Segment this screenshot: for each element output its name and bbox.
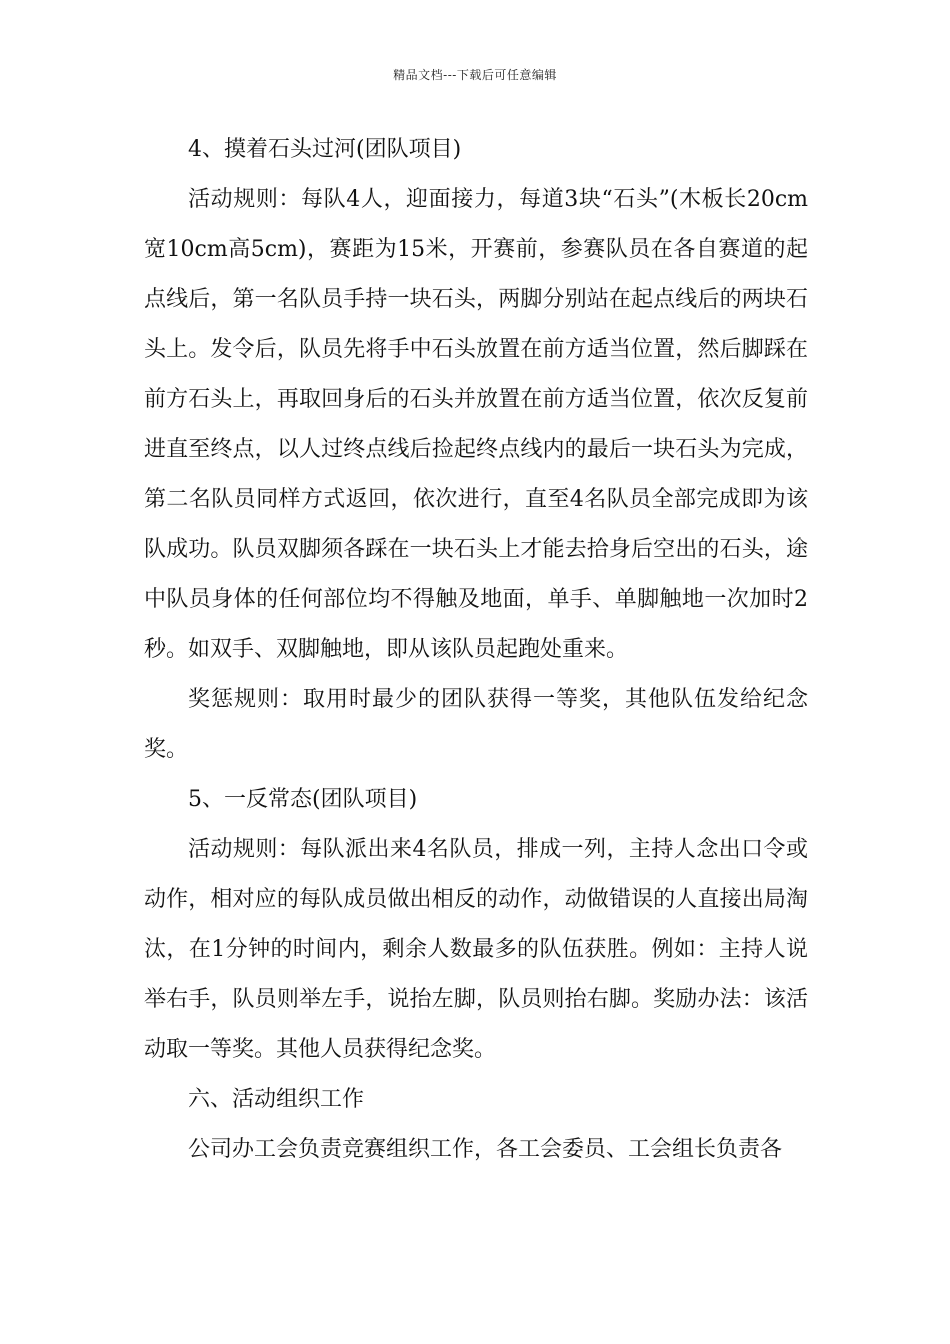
paragraph-activity-rules-5: 活动规则：每队派出来4名队员，排成一列，主持人念出口令或动作，相对应的每队成员做出相反的动作，动做错误的人直接出局淘汰，在1分钟的时间内，剩余人数最多的队伍获胜。例如：主持人说举右手，队员则举左手，说抬左脚，队员则抬右脚。奖励办法：该活动取一等奖。其他人员获得纪念奖。: [144, 837, 808, 1062]
section-heading-5: 5、一反常态(团队项目): [188, 787, 418, 812]
section-heading-6: 六、活动组织工作: [188, 1087, 365, 1112]
document-body: [144, 125, 808, 1175]
paragraph-activity-rules-4: 活动规则：每队4人，迎面接力，每道3块“石头”(木板长20cm宽10cm高5cm)，赛距为15米，开赛前，参赛队员在各自赛道的起点线后，第一名队员手持一块石头，两脚分别站在起点线后的两块石头上。发令后，队员先将手中石头放置在前方适当位置，然后脚踩在前方石头上，再取回身后的石头并放置在前方适当位置，依次反复前进直至终点，以人过终点线后捡起终点线内的最后一块石头为完成，第二名队员同样方式返回，依次进行，直至4名队员全部完成即为该队成功。队员双脚须各踩在一块石头上才能去拾身后空出的石头，途中队员身体的任何部位均不得触及地面，单手、单脚触地一次加时2秒。如双手、双脚触地，即从该队员起跑处重来。: [144, 187, 808, 662]
paragraph-reward-rules-4: 奖惩规则：取用时最少的团队获得一等奖，其他队伍发给纪念奖。: [144, 687, 808, 762]
paragraph-organization: 公司办工会负责竞赛组织工作，各工会委员、工会组长负责各: [188, 1137, 783, 1162]
section-heading-4: 4、摸着石头过河(团队项目): [188, 137, 462, 162]
page-header: 精品文档---下载后可任意编辑: [393, 68, 557, 82]
